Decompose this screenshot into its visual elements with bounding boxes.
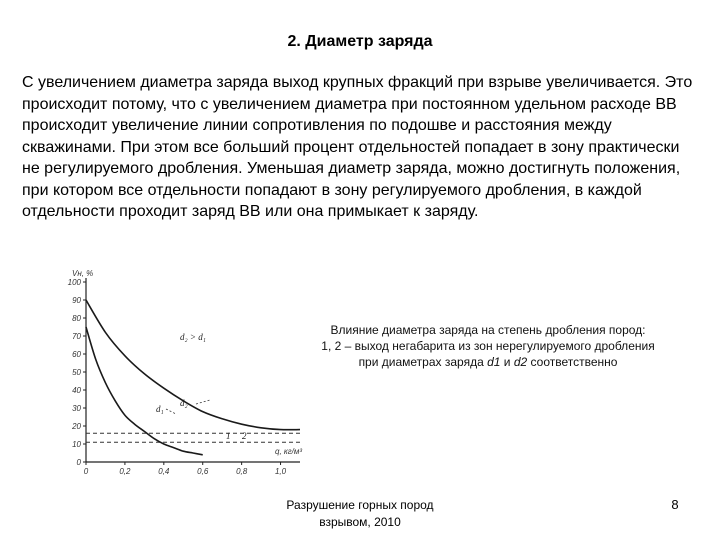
x-tick-label: 0 [83, 467, 89, 476]
y-tick-label: 0 [76, 458, 81, 467]
slide-title: 2. Диаметр заряда [287, 33, 433, 50]
chart-caption [286, 322, 690, 370]
caption-line-3-a: при диаметрах заряда [358, 355, 488, 369]
label-level-1: 1 [226, 431, 231, 441]
y-tick-label: 60 [72, 350, 81, 359]
caption-line-2: 1, 2 – выход негабарита из зон нерегулируемого дробления [321, 339, 655, 353]
label-d1: d₁ [156, 404, 164, 414]
series-curve-d1 [86, 327, 203, 455]
levels [86, 433, 300, 442]
series-curve-d2 [86, 300, 300, 430]
condition-annotation: d₂ > d₁ [180, 332, 206, 342]
caption-line-3 [286, 354, 690, 370]
y-ticks [68, 278, 86, 467]
y-axis-label: Vн, % [72, 269, 94, 278]
y-tick-label: 90 [72, 296, 81, 305]
series [86, 300, 300, 455]
caption-and: и [500, 355, 514, 369]
x-tick-label: 0,2 [119, 467, 131, 476]
body-paragraph: С увеличением диаметра заряда выход крупных фракций при взрыве увеличивается. Это происходит потому, что с увеличением диаметра при постоянном удельном расходе ВВ происходит увеличение линии сопротивления по подошве и расстояния между скважинами. При этом все больший процент отдельностей попадает в зону практически не регулируемого дробления. Уменьшая диаметр заряда, можно достигнуть положения, при котором все отдельности попадают в зону регулируемого дробления, в каждой отдельности проходит заряд ВВ или она примыкает к заряду. [22, 74, 693, 220]
x-axis-label: q, кг/м³ [275, 447, 302, 456]
label-level-2: 2 [242, 431, 247, 441]
y-tick-label: 80 [72, 314, 81, 323]
y-tick-label: 20 [72, 422, 81, 431]
fragmentation-chart [50, 268, 310, 478]
x-tick-label: 0,6 [197, 467, 209, 476]
caption-line-3-b: соответственно [527, 355, 618, 369]
caption-d2: d2 [513, 355, 528, 369]
x-tick-label: 1,0 [274, 467, 287, 476]
y-tick-label: 10 [72, 440, 81, 449]
y-tick-label: 70 [72, 332, 81, 341]
label-d2-leader [196, 400, 210, 404]
footer-line-2: взрывом, 2010 [319, 515, 401, 529]
y-tick-label: 40 [72, 386, 81, 395]
caption-line-1: Влияние диаметра заряда на степень дробления пород: [330, 323, 646, 337]
x-tick-label: 0,8 [236, 467, 248, 476]
x-ticks [84, 462, 287, 476]
x-tick-label: 0,4 [158, 467, 170, 476]
footer-line-1: Разрушение горных пород [286, 498, 434, 512]
caption-d1: d1 [487, 355, 501, 369]
y-tick-label: 30 [72, 404, 81, 413]
footer-source [258, 497, 462, 531]
label-d2: d₂ [180, 398, 188, 408]
label-d1-leader [166, 409, 176, 414]
chart-svg [50, 268, 310, 478]
y-tick-label: 100 [67, 278, 81, 287]
y-tick-label: 50 [72, 368, 81, 377]
page-number: 8 [671, 497, 679, 512]
